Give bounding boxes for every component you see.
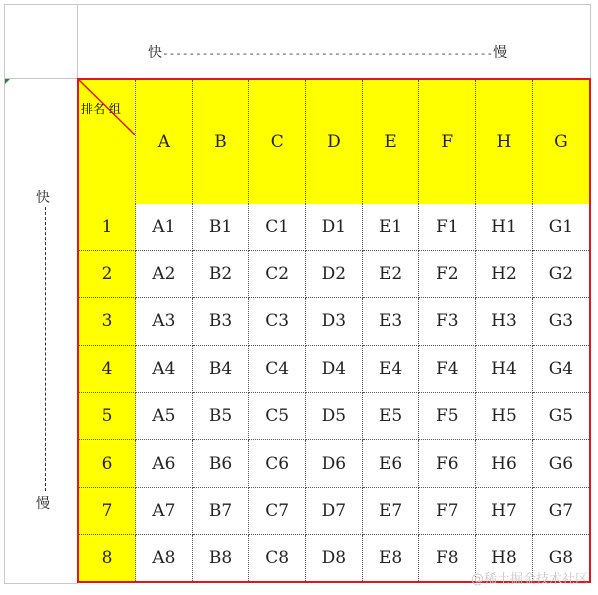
rank-cell[interactable]: 3: [79, 298, 136, 345]
rank-cell[interactable]: 7: [79, 487, 136, 534]
left-header-band: [4, 79, 78, 584]
table-cell[interactable]: G1: [532, 204, 589, 250]
fast-label-left: 快: [36, 190, 50, 206]
table-cell[interactable]: F4: [419, 345, 476, 392]
column-header[interactable]: D: [306, 80, 363, 204]
table-cell[interactable]: B6: [192, 440, 249, 487]
table-cell[interactable]: E2: [362, 250, 419, 297]
column-header[interactable]: F: [419, 80, 476, 204]
table-cell[interactable]: C4: [249, 345, 306, 392]
table-row: [79, 298, 589, 345]
slow-label-left: 慢: [36, 496, 50, 512]
table-cell[interactable]: F2: [419, 250, 476, 297]
table-cell[interactable]: H5: [476, 393, 533, 440]
table-cell[interactable]: A8: [136, 535, 193, 581]
rank-cell[interactable]: 4: [79, 345, 136, 392]
table-cell[interactable]: G3: [532, 298, 589, 345]
ranking-table: [79, 80, 589, 581]
dash-line: --------------------------------------------------: [162, 47, 494, 60]
table-cell[interactable]: H2: [476, 250, 533, 297]
corner-label: 排名 组: [81, 102, 121, 116]
column-header-row: [79, 80, 589, 204]
table-row: [79, 487, 589, 534]
watermark: @稀土掘金技术社区: [470, 572, 588, 587]
rank-cell[interactable]: 1: [79, 204, 136, 250]
table-cell[interactable]: A5: [136, 393, 193, 440]
rank-cell[interactable]: 6: [79, 440, 136, 487]
cell-indicator-mark: [5, 79, 10, 84]
speed-axis-horizontal: [148, 42, 507, 62]
table-cell[interactable]: F5: [419, 393, 476, 440]
table-cell[interactable]: G2: [532, 250, 589, 297]
table-row: [79, 250, 589, 297]
table-cell[interactable]: F7: [419, 487, 476, 534]
table-cell[interactable]: G8: [548, 548, 574, 569]
table-cell[interactable]: E4: [362, 345, 419, 392]
column-header[interactable]: E: [362, 80, 419, 204]
table-cell[interactable]: D7: [306, 487, 363, 534]
table-cell[interactable]: F3: [419, 298, 476, 345]
table-cell[interactable]: B8: [192, 535, 249, 581]
table-cell[interactable]: H1: [476, 204, 533, 250]
table-cell[interactable]: H6: [476, 440, 533, 487]
table-cell[interactable]: A2: [136, 250, 193, 297]
table-cell[interactable]: B2: [192, 250, 249, 297]
table-cell[interactable]: F1: [419, 204, 476, 250]
table-cell[interactable]: C6: [249, 440, 306, 487]
table-cell[interactable]: D2: [306, 250, 363, 297]
table-cell[interactable]: E8: [362, 535, 419, 581]
table-cell[interactable]: E1: [362, 204, 419, 250]
table-cell[interactable]: B1: [192, 204, 249, 250]
diagonal-corner-cell[interactable]: [79, 80, 136, 204]
slow-label-top: 慢: [493, 45, 508, 61]
top-header-band: [78, 4, 591, 79]
table-cell[interactable]: A1: [136, 204, 193, 250]
column-header[interactable]: B: [192, 80, 249, 204]
table-cell[interactable]: B4: [192, 345, 249, 392]
table-cell[interactable]: D3: [306, 298, 363, 345]
corner-cell: [4, 4, 78, 79]
table-cell[interactable]: C8: [249, 535, 306, 581]
table-row: [79, 204, 589, 250]
table-cell[interactable]: C2: [249, 250, 306, 297]
ranking-grid: [77, 78, 591, 583]
table-cell[interactable]: G4: [532, 345, 589, 392]
table-cell[interactable]: B5: [192, 393, 249, 440]
table-cell[interactable]: C3: [249, 298, 306, 345]
fast-label-top: 快: [148, 45, 162, 61]
table-cell[interactable]: C1: [249, 204, 306, 250]
table-cell[interactable]: B7: [192, 487, 249, 534]
table-cell[interactable]: D6: [306, 440, 363, 487]
table-cell[interactable]: A7: [136, 487, 193, 534]
table-cell[interactable]: H3: [476, 298, 533, 345]
table-cell[interactable]: E5: [362, 393, 419, 440]
table-cell[interactable]: G7: [532, 487, 589, 534]
table-cell[interactable]: F6: [419, 440, 476, 487]
table-cell[interactable]: D5: [306, 393, 363, 440]
table-cell[interactable]: G5: [532, 393, 589, 440]
table-cell[interactable]: D4: [306, 345, 363, 392]
table-row: [79, 345, 589, 392]
table-cell[interactable]: A4: [136, 345, 193, 392]
table-cell[interactable]: C7: [249, 487, 306, 534]
table-cell[interactable]: H4: [476, 345, 533, 392]
speed-axis-vertical: [45, 207, 46, 491]
table-cell[interactable]: C5: [249, 393, 306, 440]
table-cell[interactable]: D1: [306, 204, 363, 250]
table-cell[interactable]: E6: [362, 440, 419, 487]
table-row: [79, 440, 589, 487]
table-cell[interactable]: D8: [306, 535, 363, 581]
table-cell[interactable]: F8: [419, 535, 476, 581]
column-header[interactable]: C: [249, 80, 306, 204]
column-header[interactable]: H: [476, 80, 533, 204]
table-cell[interactable]: A6: [136, 440, 193, 487]
table-cell[interactable]: H7: [476, 487, 533, 534]
table-cell[interactable]: G6: [532, 440, 589, 487]
table-cell[interactable]: E3: [362, 298, 419, 345]
table-row: [79, 393, 589, 440]
table-cell[interactable]: A3: [136, 298, 193, 345]
rank-cell[interactable]: 8: [79, 535, 136, 581]
column-header[interactable]: G: [532, 80, 589, 204]
rank-cell[interactable]: 2: [79, 250, 136, 297]
table-cell[interactable]: B3: [192, 298, 249, 345]
table-cell[interactable]: H8: [476, 535, 533, 581]
column-header[interactable]: A: [136, 80, 193, 204]
rank-cell[interactable]: 5: [79, 393, 136, 440]
table-cell[interactable]: E7: [362, 487, 419, 534]
